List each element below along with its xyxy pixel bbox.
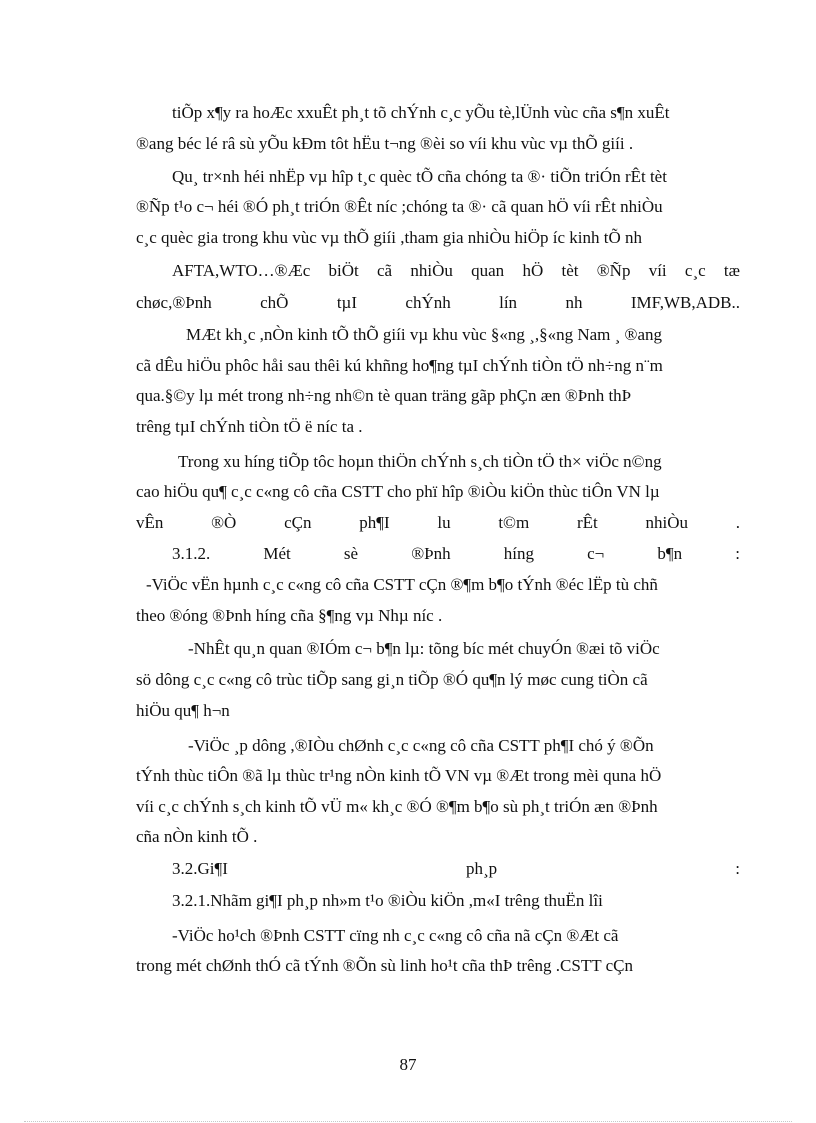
paragraph-line-17: theo ®óng ®Þnh híng cña §¶ng vµ Nhµ níc . <box>136 606 443 625</box>
paragraph-line-16: -ViÖc vËn hµnh c¸c c«ng cô cña CSTT cÇn ®¶m b¶o tÝnh ®éc lËp tù chñ <box>146 575 658 594</box>
paragraph-line-6: AFTA,WTO…®Æc biÖt cã nhiÒu quan hÖ tèt ®Ñp víi c¸c tæ <box>172 261 740 280</box>
paragraph-line-19: sö dông c¸c c«ng cô trùc tiÕp sang gi¸n tiÕp ®Ó qu¶n lý møc cung tiÒn cã <box>136 670 648 689</box>
paragraph-line-4: ®Ñp t¹o c¬ héi ®Ó ph¸t triÓn ®Êt níc ;chóng ta ®· cã quan hÖ víi rÊt nhiÒu <box>136 197 663 216</box>
section-heading-3-2-1: 3.2.1.Nhãm gi¶I ph¸p nh»m t¹o ®iÒu kiÖn ,m«I trêng thuËn lîi <box>172 891 603 910</box>
paragraph-line-27: -ViÖc ho¹ch ®Þnh CSTT cïng nh c¸c c«ng cô cña nã cÇn ®Æt cã <box>172 926 619 945</box>
paragraph-line-28: trong mét chØnh thÓ cã tÝnh ®Õn sù linh ho¹t cña thÞ trêng .CSTT cÇn <box>136 956 633 975</box>
paragraph-line-13: cao hiÖu qu¶ c¸c c«ng cô cña CSTT cho phï hîp ®iÒu kiÖn thùc tiÔn VN lµ <box>136 482 660 501</box>
paragraph-line-10: qua.§©y lµ mét trong nh÷ng nh©n tè quan träng gãp phÇn æn ®Þnh thÞ <box>136 386 632 405</box>
paragraph-line-23: víi c¸c chÝnh s¸ch kinh tÕ vÜ m« kh¸c ®Ó ®¶m b¶o sù ph¸t triÓn æn ®Þnh <box>136 797 658 816</box>
paragraph-line-8: MÆt kh¸c ,nÒn kinh tÕ thÕ giíi vµ khu vùc §«ng ¸,§«ng Nam ¸ ®ang <box>186 325 662 344</box>
paragraph-line-1: tiÕp x¶y ra hoÆc xxuÊt ph¸t tõ chÝnh c¸c yÕu tè,lÜnh vùc cña s¶n xuÊt <box>172 103 670 122</box>
paragraph-line-21: -ViÖc ¸p dông ,®IÒu chØnh c¸c c«ng cô cña CSTT ph¶I chó ý ®Õn <box>188 736 654 755</box>
paragraph-line-11: trêng tµI chÝnh tiÒn tÖ ë níc ta . <box>136 417 363 436</box>
paragraph-line-12: Trong xu híng tiÕp tôc hoµn thiÖn chÝnh s¸ch tiÒn tÖ th× viÖc n©ng <box>178 452 662 471</box>
paragraph-line-7: chøc,®Þnh chÕ tµI chÝnh lín nh IMF,WB,ADB.. <box>136 293 740 312</box>
paragraph-line-9: cã dÊu hiÖu phôc håi sau thêi kú khñng ho¶ng tµI chÝnh tiÒn tÖ nh÷ng n¨m <box>136 356 663 375</box>
paragraph-line-3: Qu¸ tr×nh héi nhËp vµ hîp t¸c quèc tÕ cña chóng ta ®· tiÕn triÓn rÊt tèt <box>172 167 667 186</box>
paragraph-line-2: ®ang béc lé râ sù yÕu kÐm tôt hËu t¬ng ®èi so víi khu vùc vµ thÕ giíi . <box>136 134 634 153</box>
paragraph-line-5: c¸c quèc gia trong khu vùc vµ thÕ giíi ,tham gia nhiÒu hiÖp íc kinh tÕ nh <box>136 228 643 247</box>
paragraph-line-18: -NhÊt qu¸n quan ®IÓm c¬ b¶n lµ: tõng bíc mét chuyÓn ®æi tõ viÖc <box>188 639 660 658</box>
paragraph-line-24: cña nÒn kinh tÕ . <box>136 827 258 846</box>
section-heading-3-1-2: 3.1.2. Mét sè ®Þnh híng c¬ b¶n : <box>172 544 740 563</box>
footer-divider <box>24 1121 792 1122</box>
paragraph-line-14: vÊn ®Ò cÇn ph¶I lu t©m rÊt nhiÒu . <box>136 513 740 532</box>
page-number: 87 <box>399 1055 417 1074</box>
paragraph-line-22: tÝnh thùc tiÔn ®ã lµ thùc tr¹ng nÒn kinh tÕ VN vµ ®Æt trong mèi quna hÖ <box>136 766 662 785</box>
paragraph-line-20: hiÖu qu¶ h¬n <box>136 701 230 720</box>
section-heading-3-2: 3.2.Gi¶I ph¸p : <box>172 859 740 878</box>
